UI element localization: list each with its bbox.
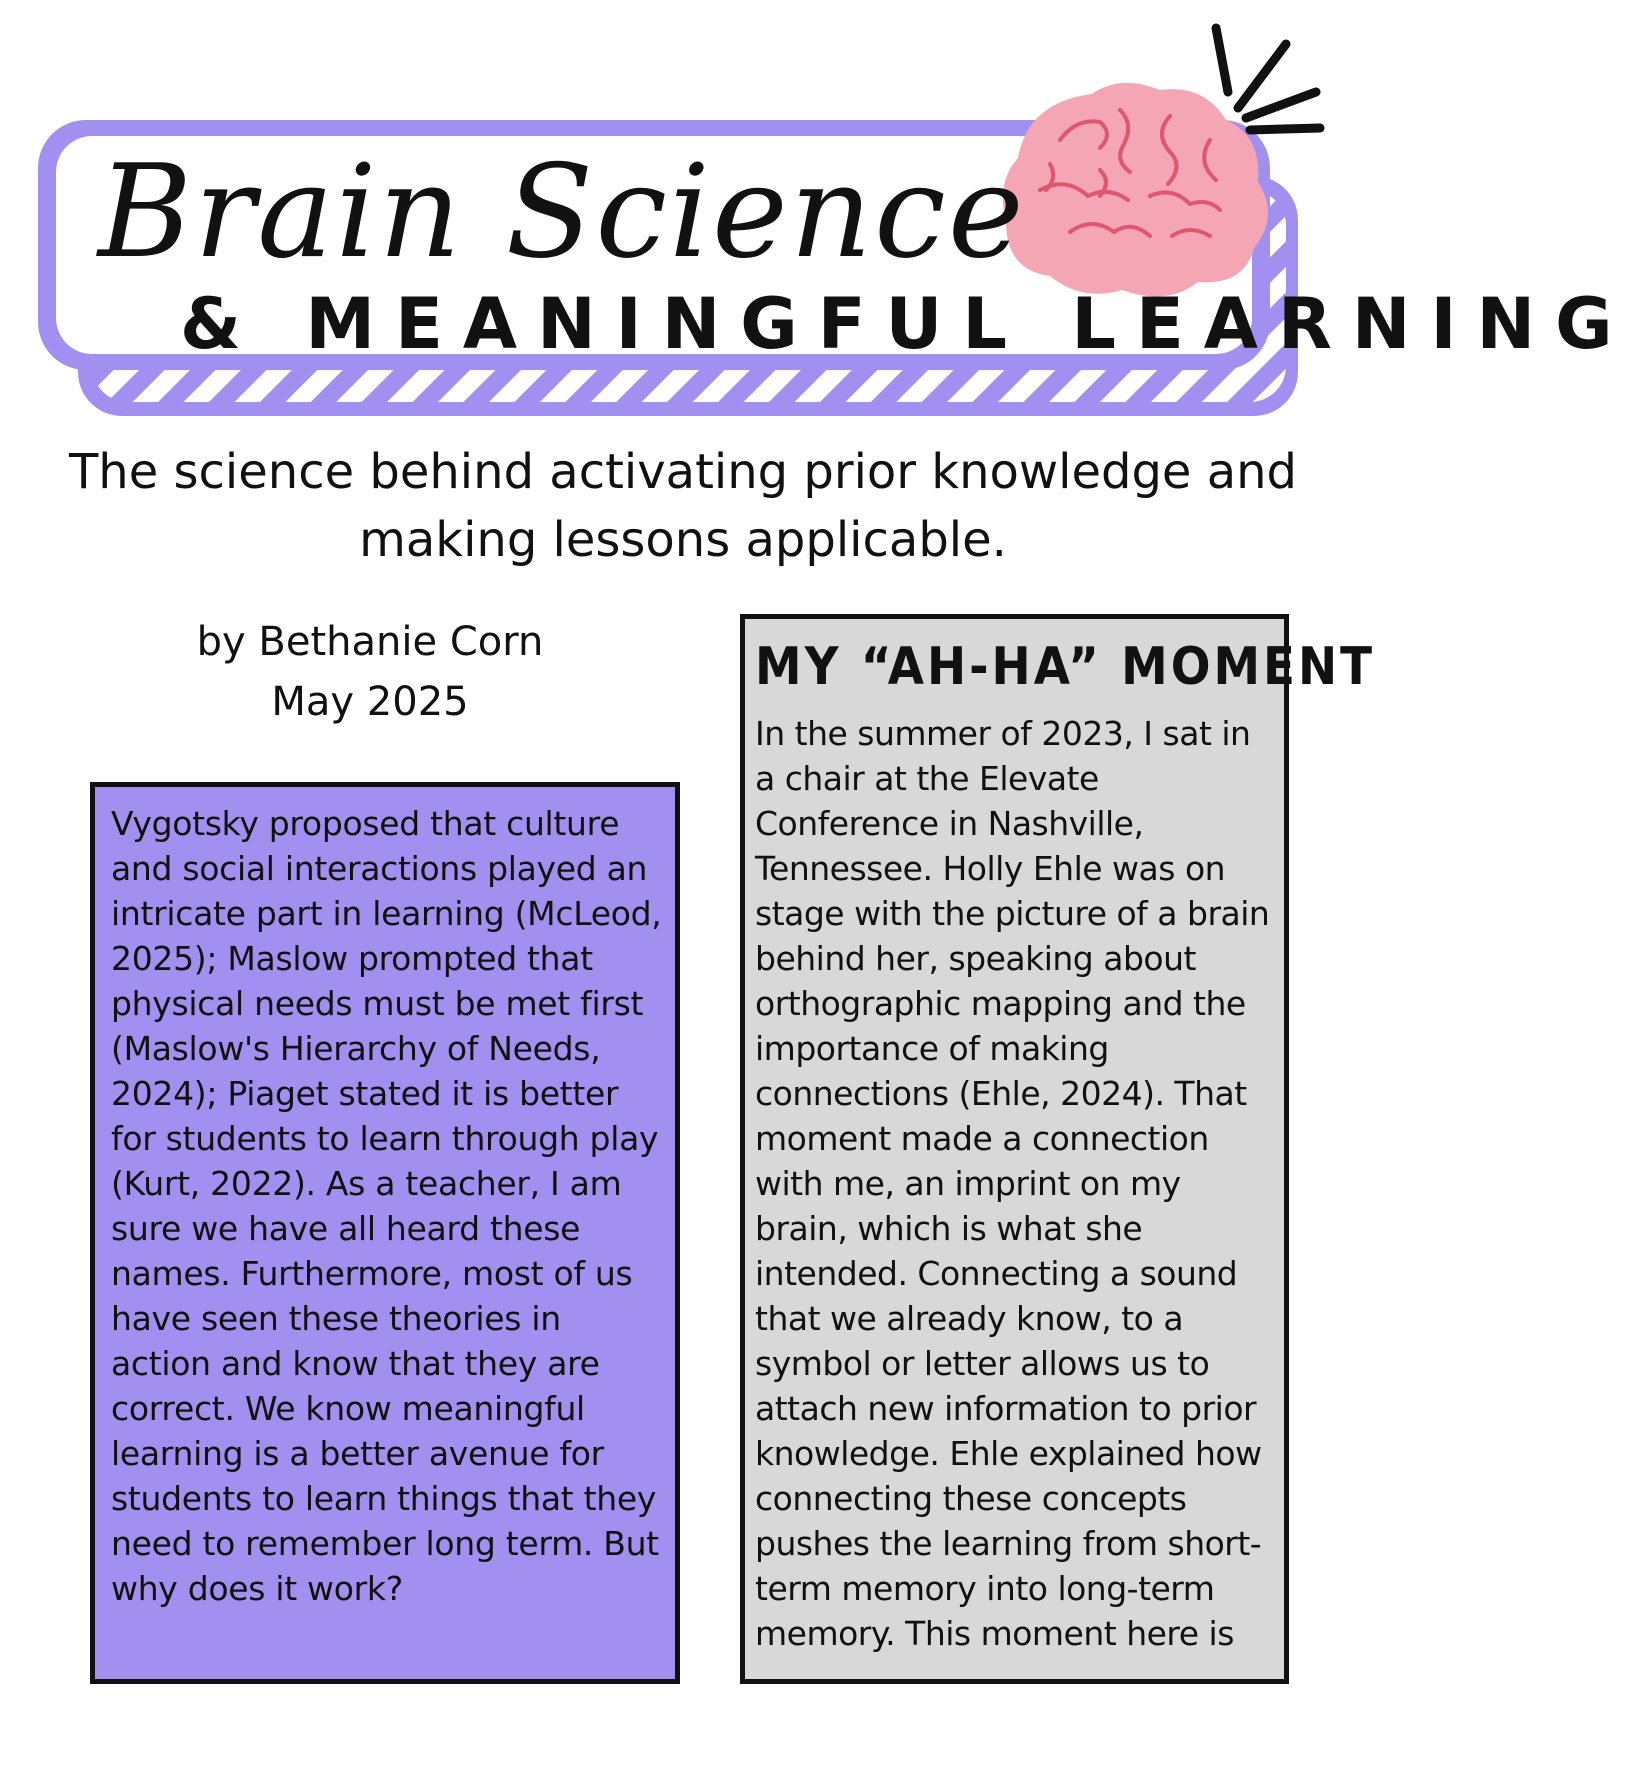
subtitle-line-1: The science behind activating prior knowledge and — [68, 444, 1298, 500]
intro-paragraph: Vygotsky proposed that culture and social interactions played an intricate part in learning (McLeod, 2025); Maslow prompted that physical needs must be met first (Maslow's Hierarchy of Needs, 2024); Piaget stated it is better for students to learn through play (Kurt, 2022). As a teacher, I am sure we have all heard these names. Furthermore, most of us have seen these theories in action and know that they are correct. We know meaningful learning is a better avenue for students to learn things that they need to remember long term. But why does it work? — [111, 804, 662, 1608]
subtitle-line-2: making lessons applicable. — [359, 512, 1007, 568]
ahha-moment-box — [740, 614, 1376, 1684]
publish-date: May 2025 — [271, 679, 469, 725]
ahha-heading: MY “AH-HA” MOMENT — [755, 637, 1376, 697]
banner-subtitle: & MEANINGFUL LEARNING — [180, 283, 1633, 365]
banner-title: Brain Science — [98, 138, 1026, 287]
byline — [90, 612, 650, 732]
intro-box — [90, 782, 680, 1684]
author-name: by Bethanie Corn — [196, 619, 544, 665]
ahha-paragraph: In the summer of 2023, I sat in a chair at the Elevate Conference in Nashville, Tennessee. Holly Ehle was on stage with the picture of a brain behind her, speaking about orthographic mapping and the importance of making connections (Ehle, 2024). That moment made a connection with me, an imprint on my brain, which is what she intended. Connecting a sound that we already know, to a symbol or letter allows us to attach new information to prior knowledge. Ehle explained how connecting these concepts pushes the learning from short-term memory into long-term memory. This moment here is — [755, 714, 1270, 1653]
article-subtitle — [40, 438, 1326, 574]
burst-lines-icon — [1216, 28, 1320, 130]
